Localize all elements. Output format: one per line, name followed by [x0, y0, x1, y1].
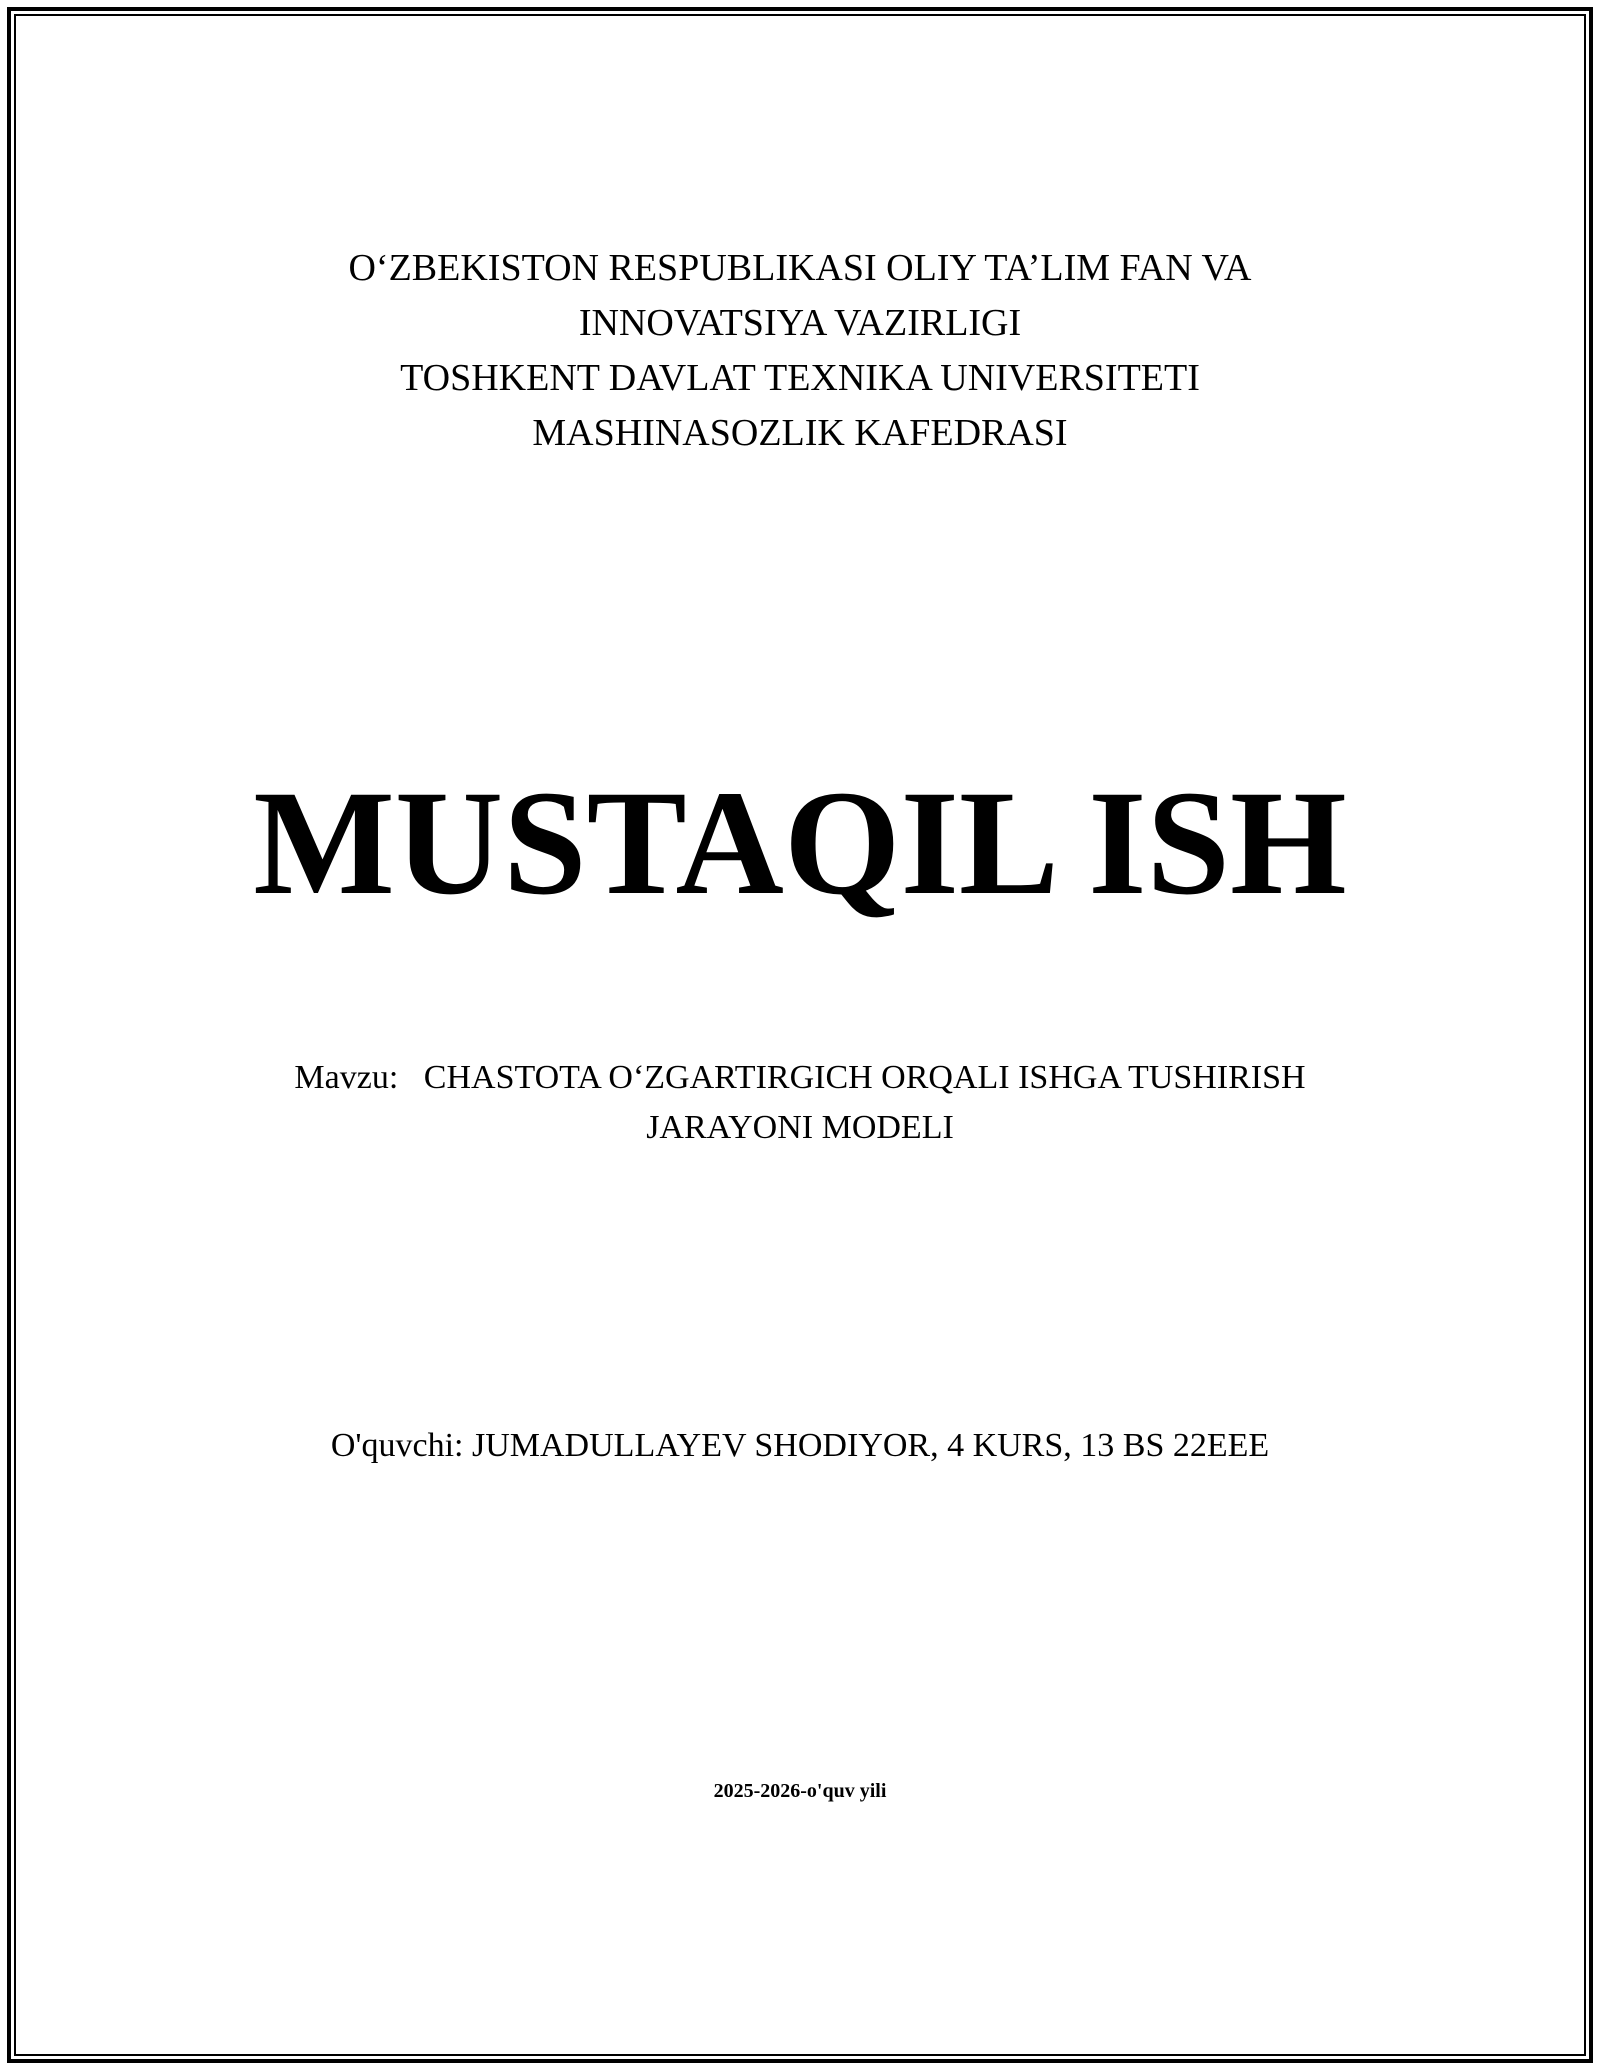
- topic-line-1: [0, 1053, 1600, 1103]
- academic-year: 2025-2026-o'quv yili: [713, 1780, 887, 1802]
- topic-text-2: JARAYONI MODELI: [646, 1109, 954, 1146]
- header-line-department: MASHINASOZLIK KAFEDRASI: [532, 412, 1068, 454]
- topic-label: Mavzu:: [294, 1059, 399, 1096]
- header-line-ministry-1: O‘ZBEKISTON RESPUBLIKASI OLIY TA’LIM FAN VA: [348, 247, 1252, 289]
- document-title: MUSTAQIL ISH: [253, 760, 1347, 926]
- institution-header: [0, 241, 1600, 461]
- topic-text-1: CHASTOTA O‘ZGARTIRGICH ORQALI ISHGA TUSHIRISH: [423, 1059, 1306, 1096]
- header-line-university: TOSHKENT DAVLAT TEXNIKA UNIVERSITETI: [400, 357, 1200, 399]
- topic-block: [0, 1053, 1600, 1153]
- student-info: O'quvchi: JUMADULLAYEV SHODIYOR, 4 KURS, 13 BS 22EEE: [330, 1427, 1270, 1464]
- header-line-ministry-2: INNOVATSIYA VAZIRLIGI: [578, 302, 1022, 344]
